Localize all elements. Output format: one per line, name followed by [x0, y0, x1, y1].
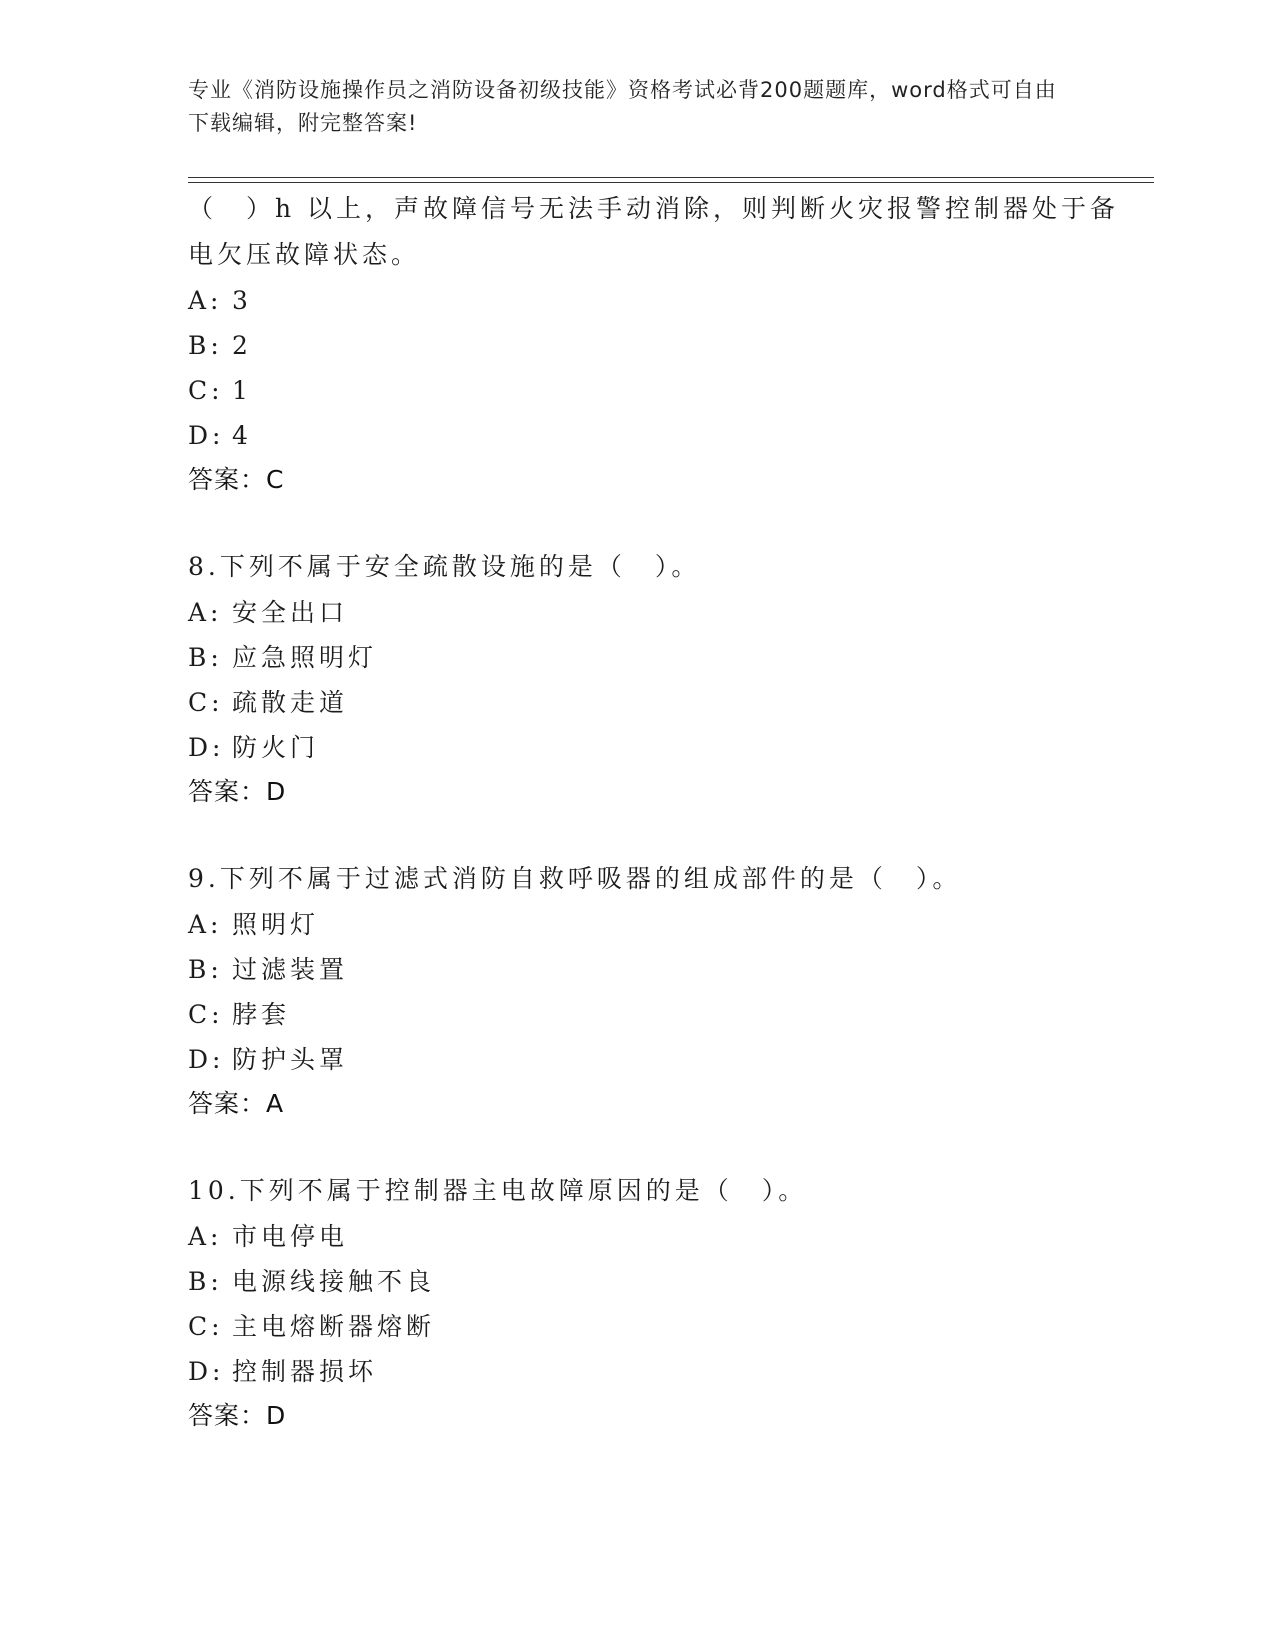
option-text: 市电停电: [232, 1222, 349, 1251]
header-rule-bottom: [188, 182, 1154, 183]
question-stem: 8.下列不属于安全疏散设施的是（ ）。: [188, 552, 701, 581]
option-d: [188, 413, 1128, 458]
option-letter: C:: [188, 688, 224, 717]
option-b: [188, 635, 1128, 680]
option-letter: D:: [188, 733, 225, 762]
question-item: [188, 1168, 1128, 1438]
option-c: [188, 1304, 1128, 1349]
option-text: 控制器损坏: [232, 1357, 378, 1386]
option-b: [188, 323, 1128, 368]
option-a: [188, 278, 1128, 323]
option-letter: D:: [188, 421, 225, 450]
question-item: [188, 544, 1128, 814]
option-letter: D:: [188, 1045, 225, 1074]
question-stem: （ ）h 以上，声故障信号无法手动消除，则判断火灾报警控制器处于备电欠压故障状态。: [188, 194, 1120, 269]
question-stem: 10.下列不属于控制器主电故障原因的是（ ）。: [188, 1176, 808, 1205]
answer-line: 答案：D: [188, 777, 287, 806]
option-text: 过滤装置: [232, 955, 349, 984]
answer-line: 答案：D: [188, 1401, 287, 1430]
question-stem: 9.下列不属于过滤式消防自救呼吸器的组成部件的是（ ）。: [188, 864, 962, 893]
option-a: [188, 902, 1128, 947]
option-b: [188, 1259, 1128, 1304]
option-text: 1: [232, 376, 252, 405]
question-list: [188, 186, 1128, 1480]
option-letter: A:: [188, 910, 223, 939]
option-letter: A:: [188, 286, 223, 315]
option-d: [188, 725, 1128, 770]
option-letter: B:: [188, 643, 223, 672]
option-c: [188, 992, 1128, 1037]
option-text: 照明灯: [232, 910, 320, 939]
option-text: 应急照明灯: [232, 643, 378, 672]
option-text: 安全出口: [232, 598, 349, 627]
header-rule-top: [188, 177, 1154, 178]
option-b: [188, 947, 1128, 992]
option-letter: A:: [188, 598, 223, 627]
option-text: 2: [232, 331, 252, 360]
question-item: [188, 186, 1128, 502]
option-a: [188, 590, 1128, 635]
option-d: [188, 1037, 1128, 1082]
document-title: 专业《消防设施操作员之消防设备初级技能》资格考试必背200题题库，word格式可自由下载编辑，附完整答案!: [188, 78, 1057, 135]
option-letter: C:: [188, 376, 224, 405]
option-c: [188, 680, 1128, 725]
option-text: 疏散走道: [232, 688, 349, 717]
option-letter: B:: [188, 331, 223, 360]
answer-line: 答案：C: [188, 465, 285, 494]
option-text: 主电熔断器熔断: [232, 1312, 436, 1341]
option-letter: B:: [188, 1267, 223, 1296]
option-text: 4: [232, 421, 252, 450]
option-text: 防护头罩: [232, 1045, 349, 1074]
option-letter: C:: [188, 1312, 224, 1341]
option-letter: A:: [188, 1222, 223, 1251]
answer-line: 答案：A: [188, 1089, 285, 1118]
option-a: [188, 1214, 1128, 1259]
option-letter: B:: [188, 955, 223, 984]
option-letter: C:: [188, 1000, 224, 1029]
option-text: 脖套: [232, 1000, 291, 1029]
option-c: [188, 368, 1128, 413]
option-letter: D:: [188, 1357, 225, 1386]
option-text: 电源线接触不良: [232, 1267, 436, 1296]
question-item: [188, 856, 1128, 1126]
option-text: 防火门: [232, 733, 320, 762]
option-text: 3: [232, 286, 252, 315]
option-d: [188, 1349, 1128, 1394]
